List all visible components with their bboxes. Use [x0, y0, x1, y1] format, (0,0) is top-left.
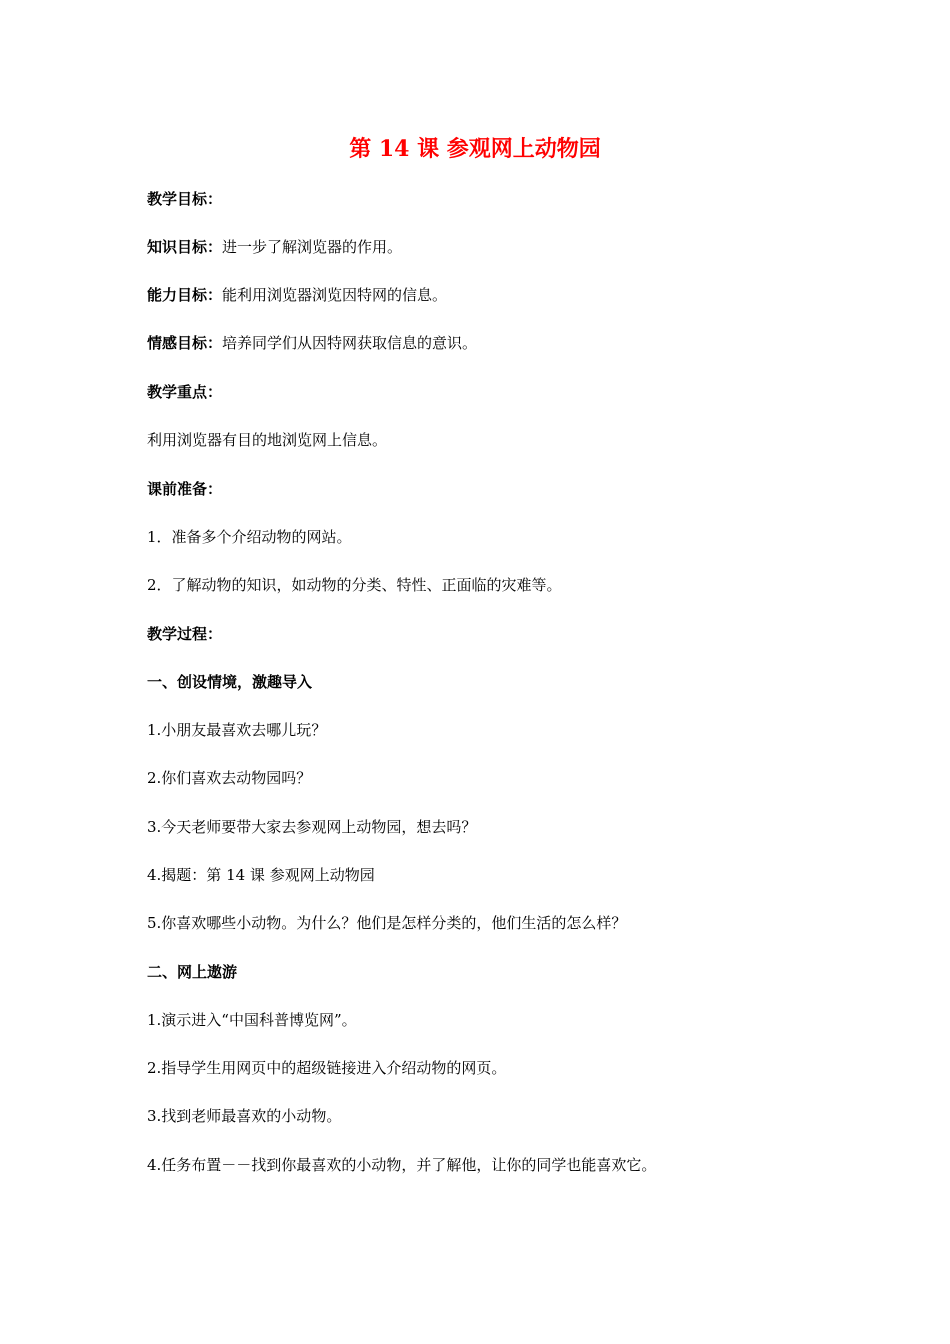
section1-item: 4.揭题：第 14 课 参观网上动物园	[147, 866, 375, 884]
knowledge-goal-text: 进一步了解浏览器的作用。	[222, 238, 403, 256]
emotion-goal-label: 情感目标：	[147, 334, 223, 352]
prep-item: 2．了解动物的知识，如动物的分类、特性、正面临的灾难等。	[147, 576, 562, 594]
section2-item: 3.找到老师最喜欢的小动物。	[147, 1107, 342, 1125]
goals-heading: 教学目标：	[147, 190, 223, 208]
ability-goal-label: 能力目标：	[147, 286, 223, 304]
section1-item: 1.小朋友最喜欢去哪儿玩？	[147, 721, 327, 739]
ability-goal-text: 能利用浏览器浏览因特网的信息。	[222, 286, 448, 304]
knowledge-goal	[147, 236, 402, 258]
prep-item: 1．准备多个介绍动物的网站。	[147, 528, 352, 546]
section1-item: 5.你喜欢哪些小动物。为什么？他们是怎样分类的，他们生活的怎么样？	[147, 914, 627, 932]
prep-heading: 课前准备：	[147, 480, 223, 498]
knowledge-goal-label: 知识目标：	[147, 238, 223, 256]
section1-item: 3.今天老师要带大家去参观网上动物园，想去吗？	[147, 818, 477, 836]
process-heading: 教学过程：	[147, 625, 223, 643]
lesson-title: 第 14 课 参观网上动物园	[349, 136, 601, 162]
section2-item: 2.指导学生用网页中的超级链接进入介绍动物的网页。	[147, 1059, 507, 1077]
ability-goal	[147, 284, 447, 306]
section1-heading: 一、创设情境，激趣导入	[147, 673, 313, 691]
section2-heading: 二、网上遨游	[147, 963, 238, 981]
focus-text: 利用浏览器有目的地浏览网上信息。	[147, 431, 388, 449]
section2-item: 4.任务布置－－找到你最喜欢的小动物，并了解他，让你的同学也能喜欢它。	[147, 1156, 657, 1174]
section2-item: 1.演示进入“中国科普博览网”。	[147, 1011, 357, 1029]
section1-item: 2.你们喜欢去动物园吗？	[147, 769, 312, 787]
emotion-goal-text: 培养同学们从因特网获取信息的意识。	[222, 334, 478, 352]
focus-heading: 教学重点：	[147, 383, 223, 401]
emotion-goal	[147, 332, 477, 354]
